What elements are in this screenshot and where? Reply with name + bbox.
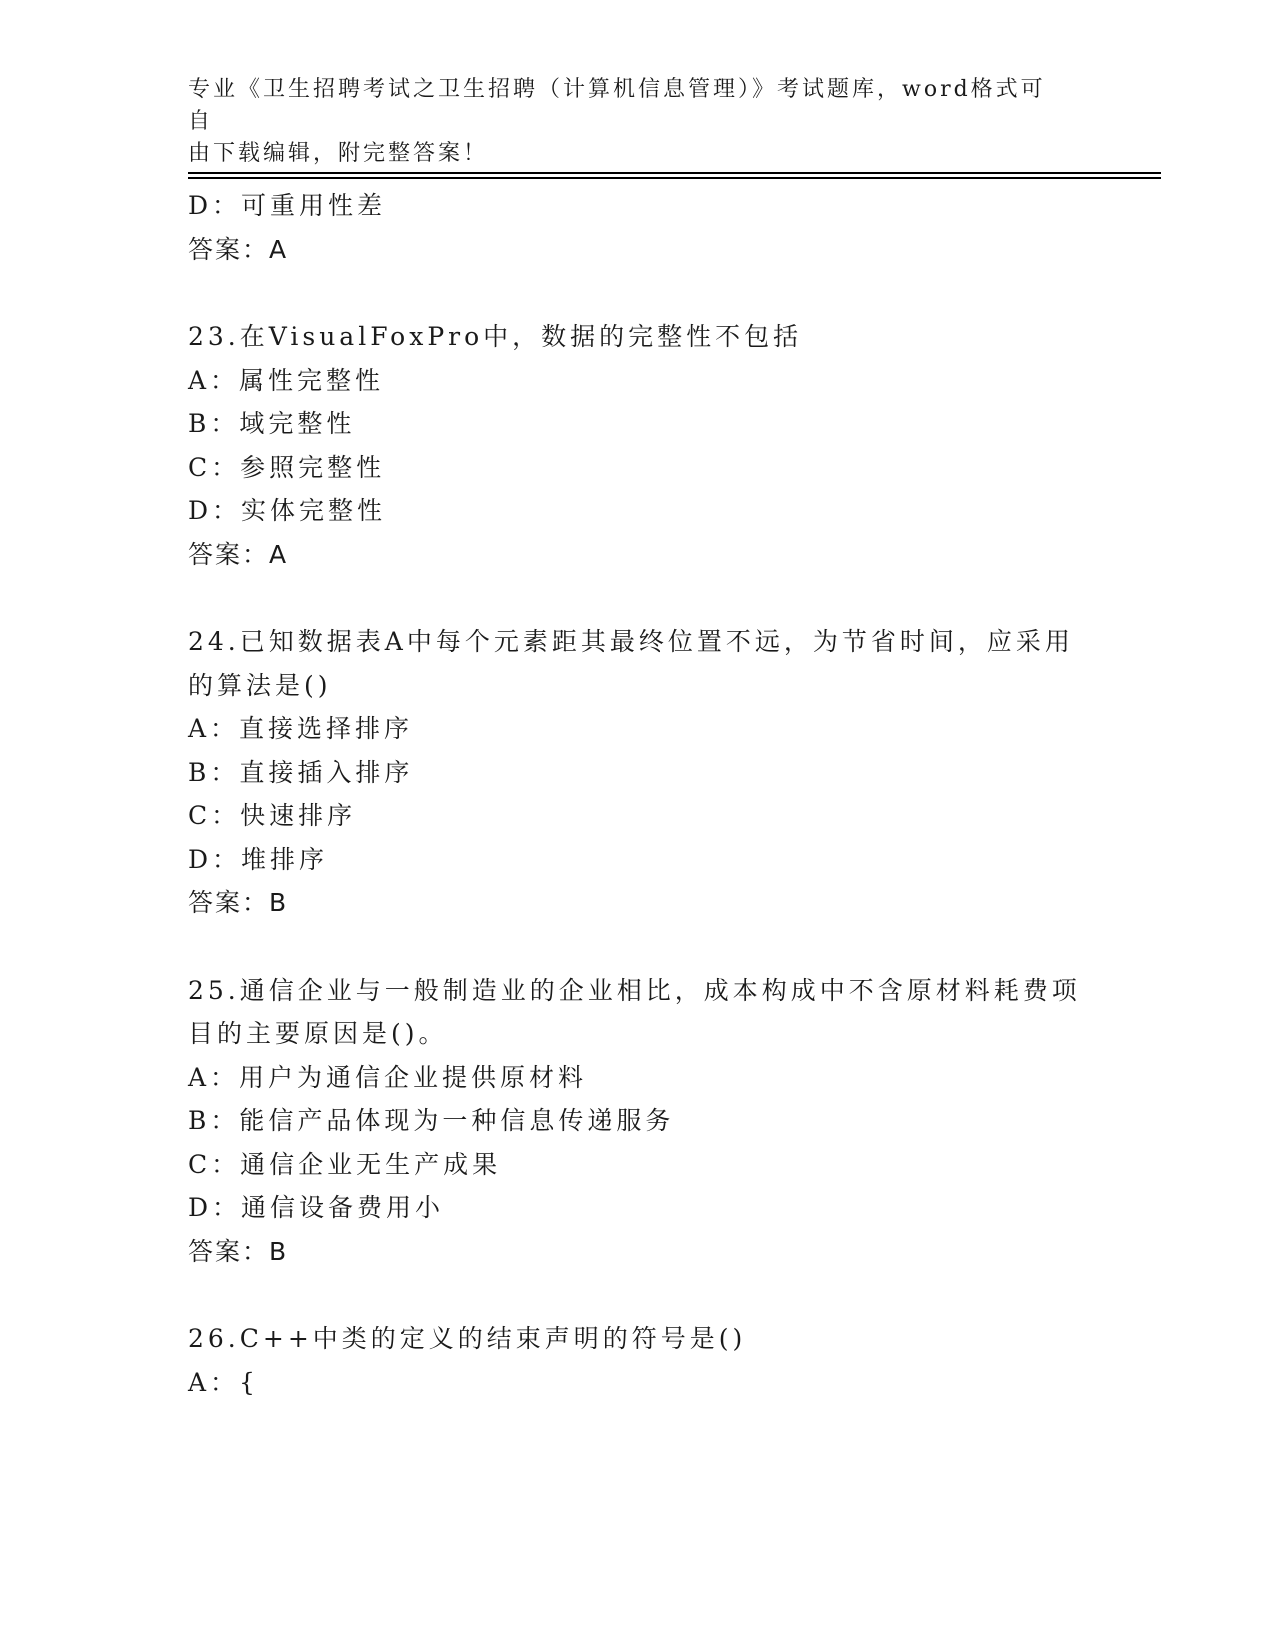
q24-option-b: B：直接插入排序 [188,758,414,787]
q24-stem-line-1: 24.已知数据表A中每个元素距其最终位置不远，为节省时间，应采用 [188,627,1074,656]
q24-option-d: D：堆排序 [188,845,329,874]
q25-option-d: D：通信设备费用小 [188,1193,445,1222]
q24-option-c: C：快速排序 [188,801,357,830]
q25-option-a: A：用户为通信企业提供原材料 [188,1063,588,1092]
q23-option-c: C：参照完整性 [188,453,386,482]
q23-option-a: A：属性完整性 [188,366,385,395]
q23-option-d: D：实体完整性 [188,496,387,525]
q23-option-b: B：域完整性 [188,409,356,438]
q23-answer: 答案：A [188,540,289,569]
q26-option-a: A：{ [188,1368,259,1397]
q26-stem: 26.C++中类的定义的结束声明的符号是() [188,1324,747,1353]
q23-stem: 23.在VisualFoxPro中，数据的完整性不包括 [188,322,803,351]
q25-answer: 答案：B [188,1237,289,1266]
header-line-2: 由下载编辑，附完整答案！ [188,141,489,166]
q25-stem-line-2: 目的主要原因是()。 [188,1019,448,1048]
q24-option-a: A：直接选择排序 [188,714,414,743]
q25-option-b: B：能信产品体现为一种信息传递服务 [188,1106,675,1135]
header-rule-bottom [188,177,1161,179]
q24-answer: 答案：B [188,888,289,917]
q25-stem-line-1: 25.通信企业与一般制造业的企业相比，成本构成中不含原材料耗费项 [188,976,1081,1005]
header-line-1: 专业《卫生招聘考试之卫生招聘（计算机信息管理）》考试题库，word格式可自 [188,77,1046,134]
header-rule-top [188,172,1161,174]
prev-answer: 答案：A [188,235,289,264]
q24-stem-line-2: 的算法是() [188,671,332,700]
q25-option-c: C：通信企业无生产成果 [188,1150,502,1179]
document-header [188,74,1068,170]
prev-option-d: D：可重用性差 [188,191,387,220]
